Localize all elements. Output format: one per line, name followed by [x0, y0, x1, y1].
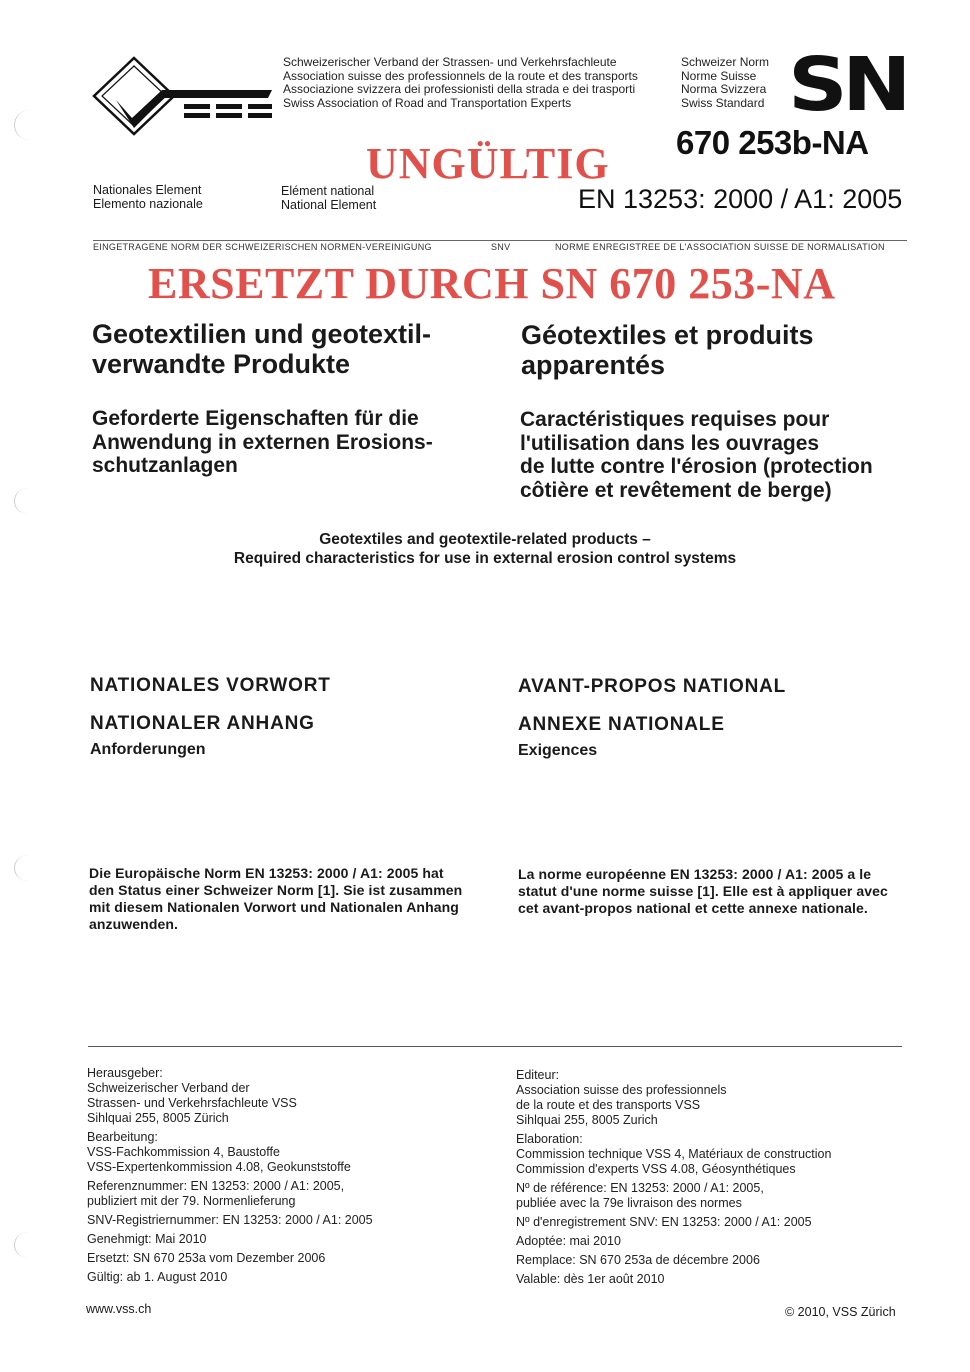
element-line: Nationales Element — [93, 183, 202, 197]
section-requirements-de: Anforderungen — [90, 741, 206, 758]
punch-hole-mark — [14, 855, 41, 881]
norm-number: 670 253b-NA — [676, 124, 869, 161]
imprint-reference — [516, 1181, 831, 1211]
element-de-it — [93, 183, 203, 211]
imprint-line: Elaboration: — [516, 1132, 583, 1146]
en-reference: EN 13253: 2000 / A1: 2005 — [578, 184, 903, 214]
imprint-line: Sihlquai 255, 8005 Zürich — [87, 1111, 229, 1125]
norm-line: Schweizer Norm — [681, 55, 770, 69]
norm-labels — [681, 56, 769, 110]
assoc-line: Associazione svizzera dei professionisti della strada e dei trasporti — [283, 82, 636, 97]
imprint-registration: SNV-Registriernummer: EN 13253: 2000 / A1: 2005 — [87, 1213, 373, 1227]
vss-diamond-icon — [92, 56, 276, 136]
title-line: apparentés — [521, 350, 666, 380]
title-en — [0, 530, 970, 568]
assoc-line: Association suisse des professionnels de la route et des transports — [283, 68, 638, 83]
imprint-line: Strassen- und Verkehrsfachleute VSS — [87, 1096, 297, 1110]
imprint-fr — [516, 1068, 831, 1291]
registered-de: EINGETRAGENE NORM DER SCHWEIZERISCHEN NORMEN-VEREINIGUNG — [93, 242, 432, 252]
imprint-publisher — [516, 1068, 831, 1128]
imprint-replaces: Ersetzt: SN 670 253a vom Dezember 2006 — [87, 1251, 326, 1265]
subtitle-line: côtière et revêtement de berge) — [520, 478, 832, 502]
section-foreword-fr: AVANT-PROPOS NATIONAL — [518, 676, 787, 697]
divider — [93, 240, 907, 241]
norm-line: Norme Suisse — [681, 68, 757, 83]
imprint-valid: Gültig: ab 1. August 2010 — [87, 1270, 228, 1284]
title-de — [92, 319, 431, 379]
imprint-line: publiziert mit der 79. Normenlieferung — [87, 1194, 296, 1208]
title-en-line: Geotextiles and geotextile-related products – — [319, 531, 651, 548]
norm-line: Swiss Standard — [681, 95, 765, 110]
imprint-line: Bearbeitung: — [87, 1130, 158, 1144]
element-line: Elemento nazionale — [93, 197, 203, 211]
subtitle-line: l'utilisation dans les ouvrages — [520, 431, 820, 455]
imprint-publisher — [87, 1066, 373, 1126]
section-annex-de: NATIONALER ANHANG — [90, 713, 315, 734]
punch-hole-mark — [14, 110, 45, 140]
assoc-line: Swiss Association of Road and Transportation Experts — [283, 95, 572, 110]
imprint-valid: Valable: dès 1er août 2010 — [516, 1272, 665, 1286]
imprint-line: Editeur: — [516, 1068, 560, 1082]
element-line: Elément national — [281, 184, 375, 198]
title-fr — [521, 320, 814, 380]
status-line: anzuwenden. — [89, 916, 178, 932]
invalid-stamp: UNGÜLTIG — [366, 139, 610, 188]
imprint-registration: Nº d'enregistrement SNV: EN 13253: 2000 / A1: 2005 — [516, 1215, 812, 1229]
imprint-line: Commission technique VSS 4, Matériaux de construction — [516, 1147, 832, 1161]
element-fr-en — [281, 184, 376, 212]
imprint-line: Association suisse des professionnels — [516, 1083, 727, 1097]
status-fr — [518, 866, 888, 917]
punch-hole-mark — [14, 488, 41, 514]
subtitle-line: Anwendung in externen Erosions- — [92, 430, 433, 454]
imprint-line: Commission d'experts VSS 4.08, Géosynthétiques — [516, 1162, 796, 1176]
vss-logo — [92, 56, 276, 136]
registered-snv: SNV — [491, 242, 511, 252]
registered-fr: NORME ENREGISTREE DE L'ASSOCIATION SUISSE DE NORMALISATION — [555, 242, 885, 252]
status-line: mit diesem Nationalen Vorwort und Nationalen Anhang — [89, 899, 459, 915]
association-names — [283, 56, 638, 110]
imprint-line: Sihlquai 255, 8005 Zurich — [516, 1113, 658, 1127]
imprint-line: Herausgeber: — [87, 1066, 163, 1080]
title-line: Geotextilien und geotextil- — [92, 319, 432, 349]
imprint-approved: Adoptée: mai 2010 — [516, 1234, 621, 1248]
footer-url: www.vss.ch — [86, 1302, 152, 1316]
replaced-stamp: ERSETZT DURCH SN 670 253-NA — [148, 259, 836, 308]
title-en-line: Required characteristics for use in external erosion control systems — [233, 550, 737, 567]
imprint-line: Referenznummer: EN 13253: 2000 / A1: 2005, — [87, 1179, 345, 1193]
divider — [88, 1046, 902, 1047]
subtitle-line: Geforderte Eigenschaften für die — [92, 407, 419, 430]
status-line: statut d'une norme suisse [1]. Elle est à appliquer avec — [518, 883, 888, 899]
norm-line: Norma Svizzera — [681, 82, 767, 97]
imprint-approved: Genehmigt: Mai 2010 — [87, 1232, 207, 1246]
subtitle-line: Caractéristiques requises pour — [520, 408, 830, 431]
imprint-line: de la route et des transports VSS — [516, 1098, 701, 1112]
imprint-line: Nº de référence: EN 13253: 2000 / A1: 2005, — [516, 1181, 764, 1195]
imprint-de — [87, 1066, 373, 1289]
imprint-editing — [516, 1132, 831, 1177]
subtitle-de — [92, 407, 433, 478]
section-annex-fr: ANNEXE NATIONALE — [518, 714, 725, 735]
imprint-editing — [87, 1130, 373, 1175]
imprint-reference — [87, 1179, 373, 1209]
title-line: verwandte Produkte — [92, 349, 351, 379]
section-requirements-fr: Exigences — [518, 742, 598, 759]
element-line: National Element — [281, 198, 377, 212]
subtitle-line: de lutte contre l'érosion (protection — [520, 455, 873, 478]
imprint-line: Schweizerischer Verband der — [87, 1081, 250, 1095]
imprint-line: VSS-Fachkommission 4, Baustoffe — [87, 1145, 280, 1159]
status-line: Die Europäische Norm EN 13253: 2000 / A1: 2005 hat — [89, 865, 444, 881]
title-line: Géotextiles et produits — [521, 320, 814, 350]
subtitle-line: schutzanlagen — [92, 454, 238, 477]
status-line: La norme européenne EN 13253: 2000 / A1: 2005 a le — [518, 866, 872, 882]
subtitle-fr — [520, 408, 873, 502]
assoc-line: Schweizerischer Verband der Strassen- und Verkehrsfachleute — [283, 55, 617, 69]
imprint-line: VSS-Expertenkommission 4.08, Geokunststoffe — [87, 1160, 351, 1174]
imprint-replaces: Remplace: SN 670 253a de décembre 2006 — [516, 1253, 760, 1267]
imprint-line: publiée avec la 79e livraison des normes — [516, 1196, 742, 1210]
footer-copyright: © 2010, VSS Zürich — [785, 1305, 896, 1319]
status-line: cet avant-propos national et cette annexe nationale. — [518, 900, 868, 916]
section-foreword-de: NATIONALES VORWORT — [90, 675, 331, 696]
punch-hole-mark — [14, 1232, 41, 1258]
status-line: den Status einer Schweizer Norm [1]. Sie ist zusammen — [89, 882, 463, 898]
status-de — [89, 865, 462, 933]
sn-logo: SN — [788, 42, 906, 128]
